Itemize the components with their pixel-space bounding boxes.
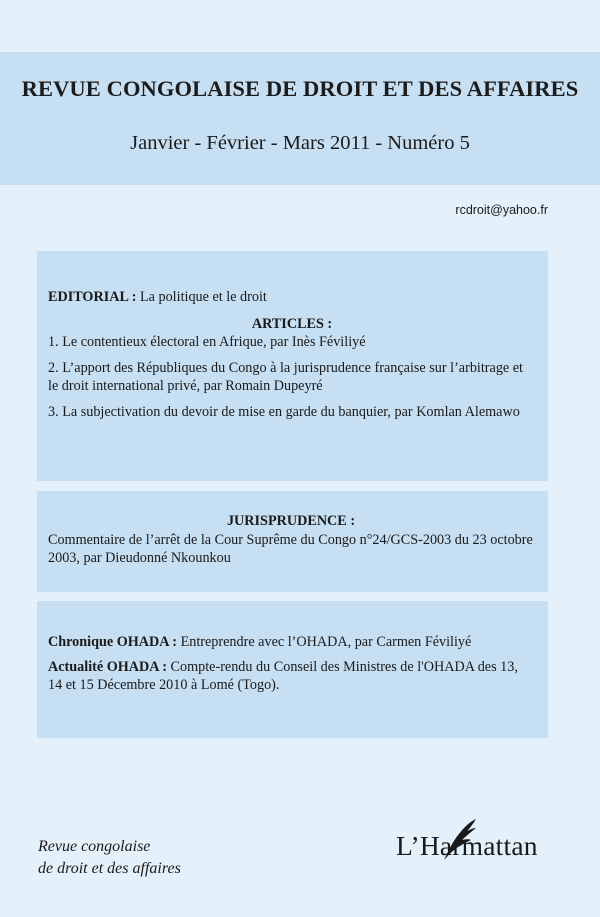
contents-box-ohada [37,601,548,738]
jurisprudence-heading: JURISPRUDENCE : [226,513,356,529]
article-item-2: 2. L’apport des Républiques du Congo à la jurisprudence française sur l’arbitrage et le droit international privé, par Romain Dupeyré [48,359,524,394]
article-item-1: 1. Le contentieux électoral en Afrique, par Inès Féviliyé [48,334,366,350]
contact-email: rcdroit@yahoo.fr [455,203,548,217]
article-item-3: 3. La subjectivation du devoir de mise en garde du banquier, par Komlan Alemawo [48,403,520,420]
actualite-label: Actualité OHADA : [48,658,167,675]
jurisprudence-text: Commentaire de l’arrêt de la Cour Suprême du Congo n°24/GCS-2003 du 23 octobre 2003, par Dieudonné Nkounkou [48,531,533,566]
series-name [38,836,181,879]
actualite-line [48,658,534,695]
chronique-text: Entreprendre avec l’OHADA, par Carmen Féviliyé [177,634,472,650]
chronique-label: Chronique OHADA : [48,634,178,650]
chronique-line [48,633,534,652]
editorial-text: La politique et le droit [136,289,267,305]
editorial-label: EDITORIAL : [48,289,137,305]
publisher-logo: L’Harmattan [396,830,538,861]
contents-box-jurisprudence [37,491,548,592]
series-name-line-1: Revue congolaise [38,838,151,855]
articles-heading: ARTICLES : [251,315,333,332]
series-name-line-2: de droit et des affaires [38,859,181,877]
contents-box-articles [37,251,548,481]
actualite-text: Compte-rendu du Conseil des Ministres de l'OHADA des 13, 14 et 15 Décembre 2010 à Lomé (Togo). [48,658,518,693]
journal-title: REVUE CONGOLAISE DE DROIT ET DES AFFAIRES [21,76,579,101]
header-band [0,52,600,185]
editorial-line [48,288,536,307]
issue-line: Janvier - Février - Mars 2011 - Numéro 5 [130,132,470,154]
